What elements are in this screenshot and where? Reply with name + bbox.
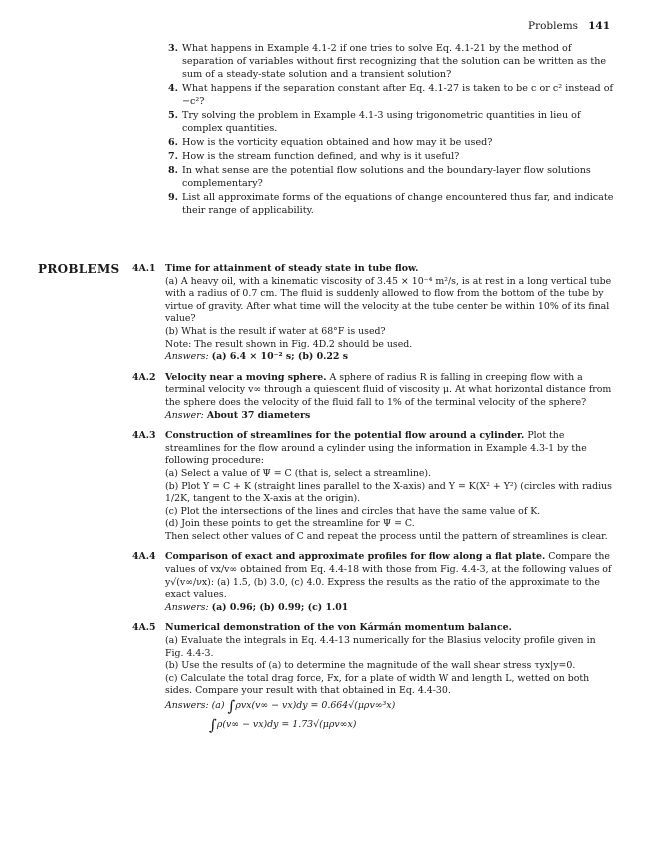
- problem-text: Comparison of exact and approximate profiles for flow along a flat plate. Compare the values of vx/v∞ obtained from Eq. 4.4-18 with those from Fig. 4.4-3, at the following values of y√(v∞/νx): (a) 1.5, (b) 3.0, (c) 4.0. Express the results as the ratio of the approximate to the exact values.: [165, 551, 612, 601]
- problem-4a2: [132, 372, 616, 422]
- problem-number: 4A.2: [132, 371, 156, 383]
- problem-answer: Answers: (a) 6.4 × 10⁻² s; (b) 0.22 s: [165, 351, 348, 363]
- problem-4a1: [132, 263, 616, 364]
- problem-step: (b) Use the results of (a) to determine the magnitude of the wall shear stress τyx|y=0.: [165, 660, 576, 672]
- problem-step: (b) Plot Y = C + K (straight lines parallel to the X-axis) and Y = K(X² + Y²) (circles with radius 1/2K, tangent to the X-axis at the origin).: [165, 480, 612, 505]
- problem-text: Then select other values of C and repeat the process until the pattern of streamlines is clear.: [165, 530, 608, 542]
- problem-title: Velocity near a moving sphere.: [165, 371, 327, 383]
- problem-4a3: [132, 430, 616, 543]
- header-title: Problems: [528, 20, 579, 32]
- question-list: [168, 42, 616, 218]
- problem-step: (a) Evaluate the integrals in Eq. 4.4-13 numerically for the Blasius velocity profile given in Fig. 4.4-3.: [165, 635, 596, 659]
- question-item: 4. What happens if the separation constant after Eq. 4.1-27 is taken to be c or c² instead of −c²?: [168, 83, 614, 107]
- answer-equation: ∫ρ(v∞ − vx)dy = 1.73√(μρv∞x): [209, 715, 357, 734]
- question-item: 7. How is the stream function defined, and why is it useful?: [168, 151, 460, 162]
- problem-step: (c) Plot the intersections of the lines and circles that have the same value of K.: [165, 505, 541, 517]
- problem-number: 4A.1: [132, 263, 156, 274]
- question-item: 6. How is the vorticity equation obtained and how may it be used?: [168, 137, 493, 148]
- integral-sign: ∫: [227, 697, 236, 715]
- problem-answer: Answers: (a) 0.96; (b) 0.99; (c) 1.01: [165, 601, 349, 613]
- problem-title: Construction of streamlines for the potential flow around a cylinder.: [165, 430, 525, 442]
- answer-equation: Answers: (a) ∫ρvx(v∞ − vx)dy = 0.664√(μρv∞³x): [165, 697, 396, 715]
- problem-title: Time for attainment of steady state in tube flow.: [165, 263, 419, 274]
- problem-text: (a) A heavy oil, with a kinematic viscosity of 3.45 × 10⁻⁴ m²/s, is at rest in a long vertical tube with a radius of 0.7 cm. The fluid is suddenly allowed to flow from the bottom of the tube by virtue of gravity. After what time will the velocity at the tube center be within 10% of its final value?: [165, 275, 612, 325]
- running-header: [528, 20, 610, 32]
- problem-answer: Answer: About 37 diameters: [165, 409, 311, 421]
- problem-step: (c) Calculate the total drag force, Fx, for a plate of width W and length L, wetted on both sides. Compare your result with that obtained in Eq. 4.4-30.: [165, 672, 590, 697]
- question-item: 3. What happens in Example 4.1-2 if one tries to solve Eq. 4.1-21 by the method of separation of variables without first recognizing that the solution can be written as the sum of a steady-state solution and a transient solution?: [168, 43, 607, 80]
- problem-4a5: [132, 622, 616, 734]
- problem-number: 4A.3: [132, 430, 156, 442]
- page-number: 141: [588, 20, 610, 32]
- problem-title: Comparison of exact and approximate profiles for flow along a flat plate.: [165, 551, 546, 563]
- question-item: 8. In what sense are the potential flow solutions and the boundary-layer flow solutions complementary?: [168, 165, 591, 189]
- question-item: 5. Try solving the problem in Example 4.1-3 using trigonometric quantities in lieu of complex quantities.: [168, 110, 581, 134]
- problem-step: (a) Select a value of Ψ = C (that is, select a streamline).: [165, 467, 432, 479]
- problem-list: [132, 263, 616, 739]
- integral-sign: ∫: [209, 715, 217, 734]
- problem-text: Velocity near a moving sphere. A sphere of radius R is falling in creeping flow with a terminal velocity v∞ through a quiescent fluid of viscosity μ. At what horizontal distance from the sphere does the velocity of the fluid fall to 1% of the terminal velocity of the sphere?: [165, 371, 612, 408]
- problem-text: (b) What is the result if water at 68°F is used?: [165, 325, 386, 337]
- problem-note: Note: The result shown in Fig. 4D.2 should be used.: [165, 338, 413, 350]
- problem-4a4: [132, 551, 616, 614]
- problem-title: Numerical demonstration of the von Kármán momentum balance.: [165, 622, 512, 634]
- section-heading: PROBLEMS: [38, 262, 120, 276]
- question-item: 9. List all approximate forms of the equations of change encountered thus far, and indicate their range of applicability.: [168, 192, 614, 216]
- problem-number: 4A.5: [132, 622, 156, 634]
- problem-text: Construction of streamlines for the potential flow around a cylinder. Plot the streamlines for the flow around a cylinder using the information in Example 4.3-1 by the following procedure:: [165, 430, 587, 467]
- problem-number: 4A.4: [132, 551, 156, 563]
- problem-step: (d) Join these points to get the streamline for Ψ = C.: [165, 518, 415, 530]
